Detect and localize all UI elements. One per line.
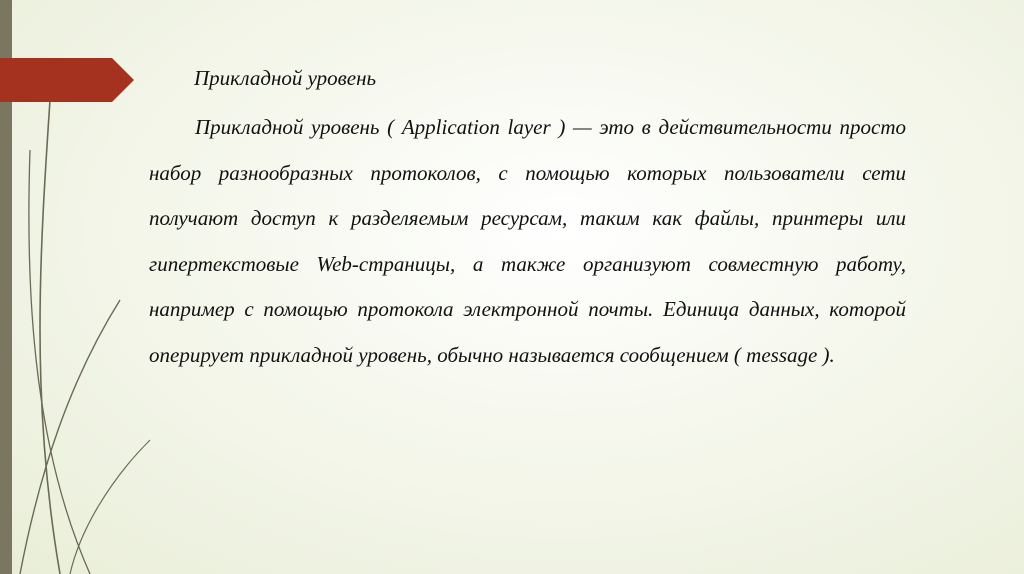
slide-title: Прикладной уровень [194,66,377,90]
title-arrow-marker [0,58,134,102]
slide-body-text: Прикладной уровень ( Application layer ) — это в действительности просто набор разнообразных протоколов, с помощью которых пользователи сети получают доступ к разделяемым ресурсам, таким как файлы, принтеры или гипертекстовые Web-страницы, а также организуют совместную работу, например с помощью протокола электронной почты. Единица данных, которой оперирует прикладной уровень, обычно называется сообщением ( тessage ). [149,115,906,367]
